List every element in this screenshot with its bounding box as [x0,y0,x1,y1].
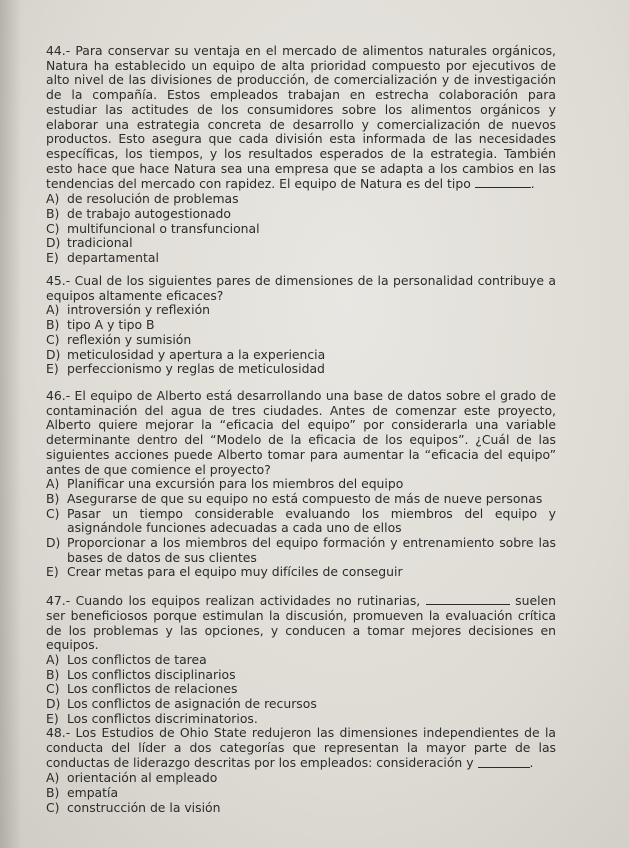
option-e[interactable]: E) Los conflictos discriminatorios. [46,710,258,726]
option-a[interactable]: A) Los conflictos de tarea [46,651,207,667]
option-e[interactable]: E) departamental [46,250,159,265]
option-b[interactable]: B) tipo A y tipo B [46,317,155,333]
option-d[interactable]: D) meticulosidad y apertura a la experiencia [46,346,326,362]
option-c[interactable]: C) multifuncional o transfuncional [46,220,260,236]
option-b[interactable]: B) Asegurarse de que su equipo no está compuesto de más de nueve personas [46,490,543,506]
question-stem: 44.- Para conservar su ventaja en el mercado de alimentos naturales orgánicos, Natura ha establecido un equipo de alta prioridad compuesto por ejecutivos de alto nivel de las divisiones de producción, de comercialización y de investigación de la compañía. Estos empleados trabajan en estrecha colaboración para estudiar las actitudes de los consumidores sobre los alimentos orgánicos y elaborar una estrategia concreta de desarrollo y comercialización de nuevos productos. Esto asegura que cada división esta informada de las necesidades específicas, los tiempos, y los resultados esperados de la estrategia. También esto hace que hace Natura sea una empresa que se adapta a los cambios en las tendencias del mercado con rapidez. El equipo de Natura es del tipo . [46,43,556,192]
question-47 [46,593,556,726]
question-45 [46,274,556,377]
answer-blank [475,176,531,188]
option-d[interactable]: D) tradicional [46,235,133,251]
option-a[interactable]: A) Planificar una excursión para los miembros del equipo [46,476,404,492]
option-c[interactable]: C) Pasar un tiempo considerable evaluando los miembros del equipo y asignándole funciones adecuadas a cada uno de ellos [46,505,556,536]
option-b[interactable]: B) Los conflictos disciplinarios [46,666,236,682]
option-c[interactable]: C) reflexión y sumisión [46,331,192,347]
option-c[interactable]: C) Los conflictos de relaciones [46,681,238,697]
option-b[interactable]: B) de trabajo autogestionado [46,205,231,221]
question-stem: 45.- Cual de los siguientes pares de dimensiones de la personalidad contribuye a equipos altamente eficaces? [46,273,556,303]
option-d[interactable]: D) Los conflictos de asignación de recursos [46,696,317,712]
answer-blank [478,755,530,767]
question-stem: 48.- Los Estudios de Ohio State redujeron las dimensiones independientes de la conducta del líder a dos categorías que representan la mayor parte de las conductas de liderazgo descritas por los empleados: consideración y . [46,725,556,771]
option-c[interactable]: C) construcción de la visión [46,799,221,815]
options-list [46,653,556,727]
options-list [46,477,556,580]
option-b[interactable]: B) empatía [46,784,119,800]
question-stem: 47.- Cuando los equipos realizan actividades no rutinarias, suelen ser beneficiosos porque estimulan la discusión, promueven la evaluación crítica de los problemas y las opciones, y conducen a tomar mejores decisiones en equipos. [46,593,556,653]
option-d[interactable]: D) Proporcionar a los miembros del equipo formación y entrenamiento sobre las bases de datos de sus clientes [46,535,556,565]
options-list [46,303,556,377]
option-e[interactable]: E) perfeccionismo y reglas de meticulosidad [46,361,325,377]
answer-blank [426,593,510,605]
page-edge-shadow [0,0,22,848]
option-a[interactable]: A) de resolución de problemas [46,191,239,207]
question-stem: 46.- El equipo de Alberto está desarrollando una base de datos sobre el grado de contaminación del agua de tres ciudades. Antes de comenzar este proyecto, Alberto quiere mejorar la “eficacia del equipo” por considerarla una variable determinante dentro del “Modelo de la eficacia de los equipos”. ¿Cuál de las siguientes acciones puede Alberto tomar para aumentar la “eficacia del equipo” antes de que comience el proyecto? [46,388,556,477]
question-46 [46,389,556,580]
option-a[interactable]: A) introversión y reflexión [46,302,211,318]
options-list [46,771,556,815]
option-a[interactable]: A) orientación al empleado [46,770,218,786]
question-44 [46,44,556,266]
option-e[interactable]: E) Crear metas para el equipo muy difíciles de conseguir [46,564,403,580]
options-list [46,192,556,266]
question-48 [46,726,556,815]
